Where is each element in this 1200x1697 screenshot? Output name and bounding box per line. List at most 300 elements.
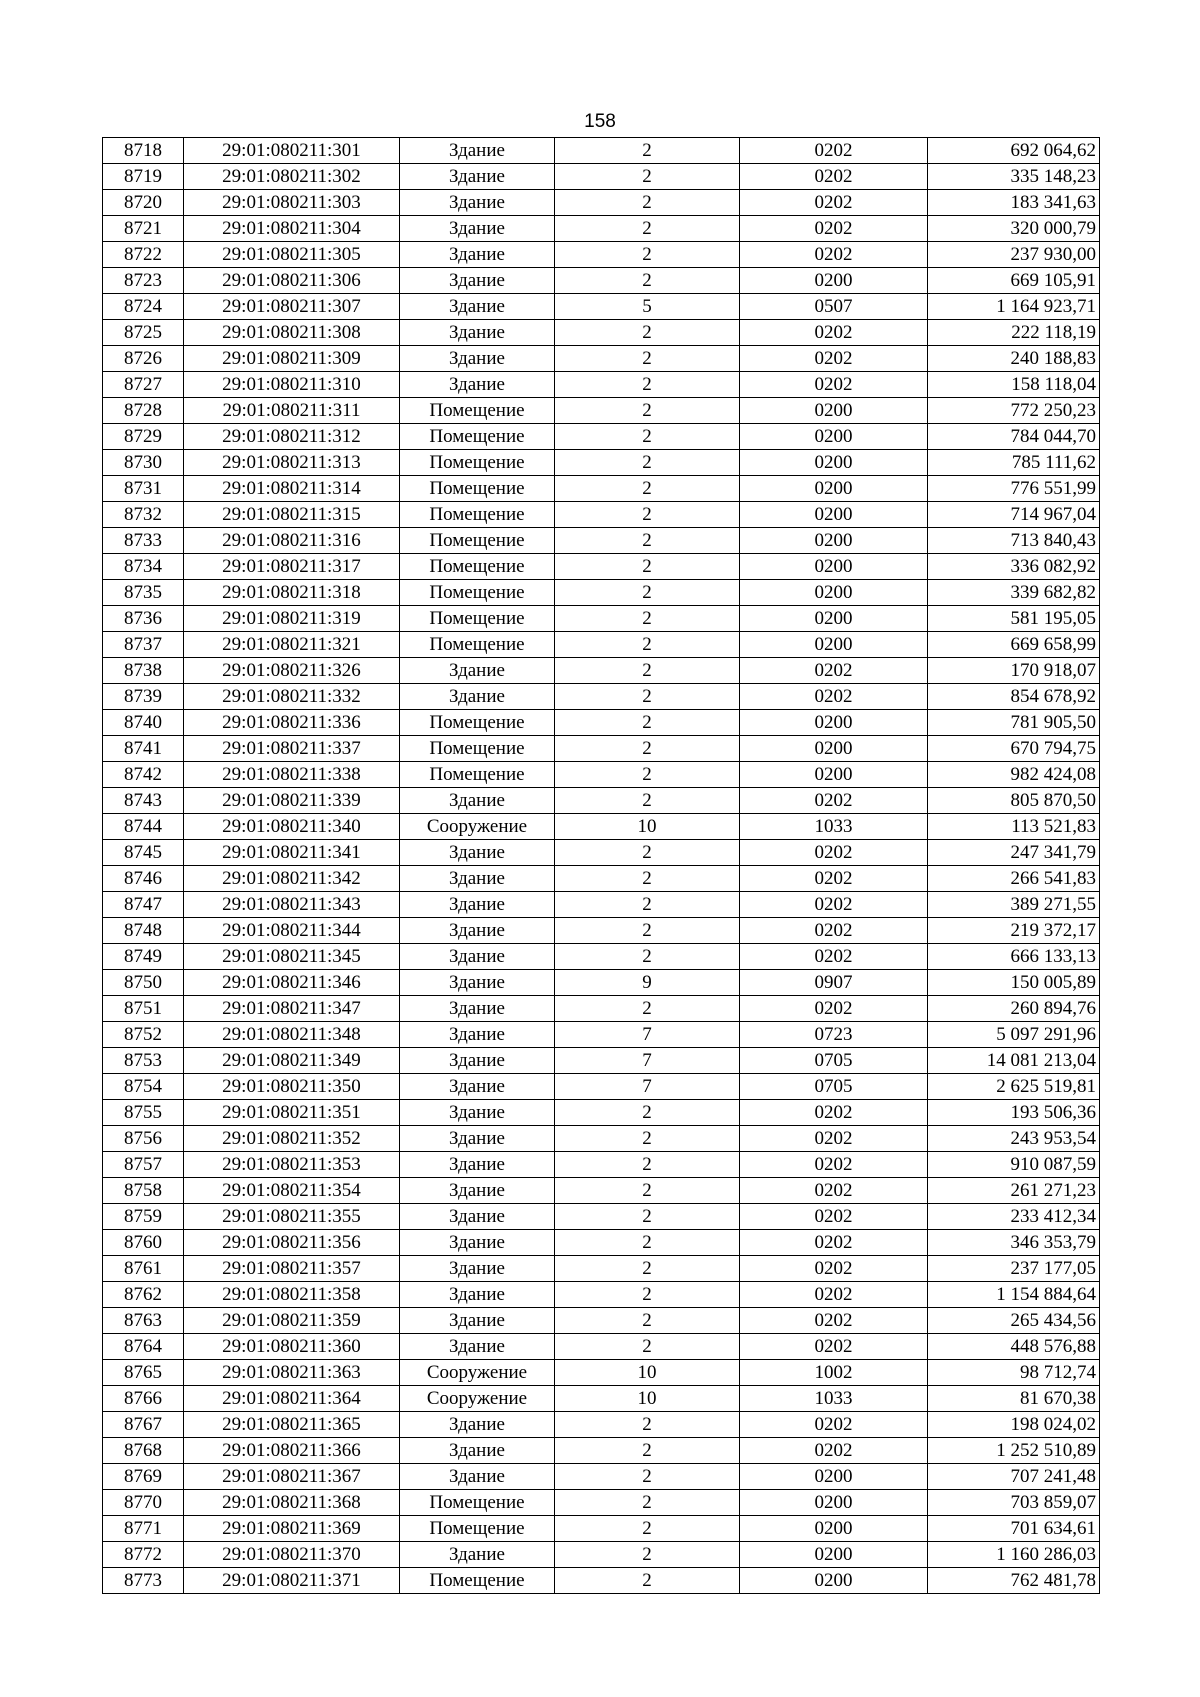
table-row <box>103 1386 1100 1412</box>
group-cell: 2 <box>555 164 740 190</box>
table-row <box>103 294 1100 320</box>
group-cell: 2 <box>555 346 740 372</box>
row-number-cell: 8763 <box>103 1308 184 1334</box>
cadastral-number-cell: 29:01:080211:358 <box>184 1282 400 1308</box>
table-row <box>103 1412 1100 1438</box>
object-type-cell: Здание <box>400 164 555 190</box>
group-cell: 2 <box>555 1542 740 1568</box>
cadastral-value-cell: 669 105,91 <box>928 268 1100 294</box>
table-row <box>103 970 1100 996</box>
group-cell: 2 <box>555 450 740 476</box>
table-row <box>103 502 1100 528</box>
group-cell: 2 <box>555 216 740 242</box>
code-cell: 0200 <box>740 424 928 450</box>
cadastral-number-cell: 29:01:080211:343 <box>184 892 400 918</box>
cadastral-value-cell: 237 177,05 <box>928 1256 1100 1282</box>
row-number-cell: 8755 <box>103 1100 184 1126</box>
row-number-cell: 8746 <box>103 866 184 892</box>
code-cell: 0200 <box>740 476 928 502</box>
group-cell: 2 <box>555 476 740 502</box>
cadastral-number-cell: 29:01:080211:310 <box>184 372 400 398</box>
row-number-cell: 8770 <box>103 1490 184 1516</box>
object-type-cell: Здание <box>400 138 555 164</box>
table-row <box>103 1074 1100 1100</box>
group-cell: 2 <box>555 736 740 762</box>
row-number-cell: 8751 <box>103 996 184 1022</box>
cadastral-number-cell: 29:01:080211:370 <box>184 1542 400 1568</box>
code-cell: 0202 <box>740 346 928 372</box>
cadastral-value-cell: 237 930,00 <box>928 242 1100 268</box>
code-cell: 0202 <box>740 788 928 814</box>
cadastral-number-cell: 29:01:080211:316 <box>184 528 400 554</box>
object-type-cell: Здание <box>400 294 555 320</box>
cadastral-value-cell: 910 087,59 <box>928 1152 1100 1178</box>
group-cell: 2 <box>555 1568 740 1594</box>
table-row <box>103 684 1100 710</box>
object-type-cell: Здание <box>400 242 555 268</box>
code-cell: 0200 <box>740 1490 928 1516</box>
object-type-cell: Здание <box>400 1438 555 1464</box>
code-cell: 0200 <box>740 450 928 476</box>
cadastral-value-cell: 320 000,79 <box>928 216 1100 242</box>
object-type-cell: Здание <box>400 918 555 944</box>
object-type-cell: Здание <box>400 320 555 346</box>
cadastral-value-cell: 581 195,05 <box>928 606 1100 632</box>
cadastral-value-cell: 713 840,43 <box>928 528 1100 554</box>
group-cell: 7 <box>555 1048 740 1074</box>
group-cell: 2 <box>555 1178 740 1204</box>
row-number-cell: 8736 <box>103 606 184 632</box>
cadastral-number-cell: 29:01:080211:354 <box>184 1178 400 1204</box>
cadastral-number-cell: 29:01:080211:309 <box>184 346 400 372</box>
object-type-cell: Здание <box>400 1100 555 1126</box>
group-cell: 2 <box>555 1412 740 1438</box>
cadastral-value-cell: 781 905,50 <box>928 710 1100 736</box>
code-cell: 0705 <box>740 1048 928 1074</box>
table-row <box>103 1490 1100 1516</box>
cadastral-value-cell: 2 625 519,81 <box>928 1074 1100 1100</box>
group-cell: 2 <box>555 1152 740 1178</box>
cadastral-value-cell: 339 682,82 <box>928 580 1100 606</box>
table-row <box>103 840 1100 866</box>
row-number-cell: 8749 <box>103 944 184 970</box>
cadastral-number-cell: 29:01:080211:349 <box>184 1048 400 1074</box>
row-number-cell: 8737 <box>103 632 184 658</box>
table-row <box>103 892 1100 918</box>
group-cell: 2 <box>555 1256 740 1282</box>
group-cell: 2 <box>555 320 740 346</box>
cadastral-number-cell: 29:01:080211:364 <box>184 1386 400 1412</box>
row-number-cell: 8723 <box>103 268 184 294</box>
cadastral-number-cell: 29:01:080211:371 <box>184 1568 400 1594</box>
object-type-cell: Помещение <box>400 528 555 554</box>
registry-table <box>102 137 1100 1594</box>
cadastral-number-cell: 29:01:080211:307 <box>184 294 400 320</box>
row-number-cell: 8747 <box>103 892 184 918</box>
cadastral-number-cell: 29:01:080211:347 <box>184 996 400 1022</box>
row-number-cell: 8743 <box>103 788 184 814</box>
code-cell: 0202 <box>740 658 928 684</box>
row-number-cell: 8742 <box>103 762 184 788</box>
table-row <box>103 268 1100 294</box>
row-number-cell: 8758 <box>103 1178 184 1204</box>
row-number-cell: 8731 <box>103 476 184 502</box>
cadastral-number-cell: 29:01:080211:319 <box>184 606 400 632</box>
object-type-cell: Помещение <box>400 1490 555 1516</box>
object-type-cell: Здание <box>400 1074 555 1100</box>
cadastral-number-cell: 29:01:080211:363 <box>184 1360 400 1386</box>
code-cell: 0200 <box>740 268 928 294</box>
code-cell: 0202 <box>740 1308 928 1334</box>
object-type-cell: Помещение <box>400 1516 555 1542</box>
table-row <box>103 1178 1100 1204</box>
object-type-cell: Помещение <box>400 1568 555 1594</box>
row-number-cell: 8771 <box>103 1516 184 1542</box>
group-cell: 2 <box>555 632 740 658</box>
code-cell: 0202 <box>740 138 928 164</box>
code-cell: 0907 <box>740 970 928 996</box>
table-row <box>103 1308 1100 1334</box>
code-cell: 0202 <box>740 372 928 398</box>
row-number-cell: 8720 <box>103 190 184 216</box>
cadastral-number-cell: 29:01:080211:366 <box>184 1438 400 1464</box>
row-number-cell: 8721 <box>103 216 184 242</box>
group-cell: 10 <box>555 814 740 840</box>
object-type-cell: Здание <box>400 944 555 970</box>
cadastral-value-cell: 692 064,62 <box>928 138 1100 164</box>
object-type-cell: Помещение <box>400 762 555 788</box>
table-row <box>103 944 1100 970</box>
cadastral-value-cell: 785 111,62 <box>928 450 1100 476</box>
code-cell: 0723 <box>740 1022 928 1048</box>
code-cell: 0202 <box>740 190 928 216</box>
group-cell: 2 <box>555 996 740 1022</box>
object-type-cell: Здание <box>400 788 555 814</box>
row-number-cell: 8724 <box>103 294 184 320</box>
group-cell: 2 <box>555 1204 740 1230</box>
group-cell: 2 <box>555 840 740 866</box>
object-type-cell: Помещение <box>400 554 555 580</box>
group-cell: 2 <box>555 1516 740 1542</box>
cadastral-value-cell: 772 250,23 <box>928 398 1100 424</box>
object-type-cell: Здание <box>400 372 555 398</box>
cadastral-value-cell: 389 271,55 <box>928 892 1100 918</box>
cadastral-value-cell: 247 341,79 <box>928 840 1100 866</box>
object-type-cell: Здание <box>400 866 555 892</box>
cadastral-value-cell: 669 658,99 <box>928 632 1100 658</box>
cadastral-value-cell: 1 154 884,64 <box>928 1282 1100 1308</box>
cadastral-value-cell: 714 967,04 <box>928 502 1100 528</box>
code-cell: 0200 <box>740 554 928 580</box>
table-row <box>103 476 1100 502</box>
cadastral-number-cell: 29:01:080211:340 <box>184 814 400 840</box>
code-cell: 0202 <box>740 996 928 1022</box>
cadastral-number-cell: 29:01:080211:359 <box>184 1308 400 1334</box>
cadastral-value-cell: 198 024,02 <box>928 1412 1100 1438</box>
table-row <box>103 1334 1100 1360</box>
row-number-cell: 8745 <box>103 840 184 866</box>
object-type-cell: Здание <box>400 1126 555 1152</box>
cadastral-number-cell: 29:01:080211:337 <box>184 736 400 762</box>
row-number-cell: 8729 <box>103 424 184 450</box>
object-type-cell: Здание <box>400 1048 555 1074</box>
object-type-cell: Сооружение <box>400 1386 555 1412</box>
group-cell: 2 <box>555 1100 740 1126</box>
table-row <box>103 1360 1100 1386</box>
row-number-cell: 8733 <box>103 528 184 554</box>
code-cell: 0200 <box>740 1542 928 1568</box>
table-row <box>103 216 1100 242</box>
cadastral-value-cell: 170 918,07 <box>928 658 1100 684</box>
cadastral-number-cell: 29:01:080211:301 <box>184 138 400 164</box>
cadastral-value-cell: 243 953,54 <box>928 1126 1100 1152</box>
group-cell: 10 <box>555 1386 740 1412</box>
code-cell: 0200 <box>740 1568 928 1594</box>
cadastral-value-cell: 982 424,08 <box>928 762 1100 788</box>
group-cell: 2 <box>555 1490 740 1516</box>
table-row <box>103 762 1100 788</box>
object-type-cell: Здание <box>400 892 555 918</box>
cadastral-value-cell: 670 794,75 <box>928 736 1100 762</box>
row-number-cell: 8762 <box>103 1282 184 1308</box>
row-number-cell: 8756 <box>103 1126 184 1152</box>
group-cell: 2 <box>555 684 740 710</box>
object-type-cell: Сооружение <box>400 814 555 840</box>
cadastral-value-cell: 784 044,70 <box>928 424 1100 450</box>
code-cell: 0202 <box>740 1412 928 1438</box>
cadastral-value-cell: 346 353,79 <box>928 1230 1100 1256</box>
code-cell: 0202 <box>740 944 928 970</box>
cadastral-number-cell: 29:01:080211:304 <box>184 216 400 242</box>
cadastral-number-cell: 29:01:080211:357 <box>184 1256 400 1282</box>
code-cell: 0202 <box>740 1334 928 1360</box>
code-cell: 0202 <box>740 216 928 242</box>
object-type-cell: Помещение <box>400 606 555 632</box>
table-row <box>103 1542 1100 1568</box>
row-number-cell: 8769 <box>103 1464 184 1490</box>
cadastral-number-cell: 29:01:080211:346 <box>184 970 400 996</box>
object-type-cell: Помещение <box>400 398 555 424</box>
group-cell: 7 <box>555 1022 740 1048</box>
code-cell: 0202 <box>740 1178 928 1204</box>
code-cell: 0705 <box>740 1074 928 1100</box>
row-number-cell: 8766 <box>103 1386 184 1412</box>
code-cell: 0202 <box>740 892 928 918</box>
row-number-cell: 8750 <box>103 970 184 996</box>
group-cell: 2 <box>555 1334 740 1360</box>
table-row <box>103 918 1100 944</box>
group-cell: 2 <box>555 606 740 632</box>
table-row <box>103 1204 1100 1230</box>
table-row <box>103 1256 1100 1282</box>
code-cell: 0200 <box>740 502 928 528</box>
table-row <box>103 658 1100 684</box>
cadastral-number-cell: 29:01:080211:342 <box>184 866 400 892</box>
table-row <box>103 1230 1100 1256</box>
group-cell: 2 <box>555 372 740 398</box>
cadastral-value-cell: 261 271,23 <box>928 1178 1100 1204</box>
group-cell: 2 <box>555 1282 740 1308</box>
cadastral-number-cell: 29:01:080211:338 <box>184 762 400 788</box>
row-number-cell: 8761 <box>103 1256 184 1282</box>
table-row <box>103 1126 1100 1152</box>
cadastral-number-cell: 29:01:080211:356 <box>184 1230 400 1256</box>
cadastral-number-cell: 29:01:080211:332 <box>184 684 400 710</box>
object-type-cell: Здание <box>400 1464 555 1490</box>
object-type-cell: Здание <box>400 684 555 710</box>
row-number-cell: 8735 <box>103 580 184 606</box>
cadastral-number-cell: 29:01:080211:302 <box>184 164 400 190</box>
table-row <box>103 190 1100 216</box>
cadastral-value-cell: 98 712,74 <box>928 1360 1100 1386</box>
group-cell: 2 <box>555 554 740 580</box>
row-number-cell: 8730 <box>103 450 184 476</box>
table-row <box>103 866 1100 892</box>
cadastral-number-cell: 29:01:080211:353 <box>184 1152 400 1178</box>
row-number-cell: 8727 <box>103 372 184 398</box>
table-row <box>103 580 1100 606</box>
group-cell: 2 <box>555 580 740 606</box>
cadastral-number-cell: 29:01:080211:315 <box>184 502 400 528</box>
row-number-cell: 8718 <box>103 138 184 164</box>
row-number-cell: 8741 <box>103 736 184 762</box>
group-cell: 2 <box>555 762 740 788</box>
cadastral-number-cell: 29:01:080211:355 <box>184 1204 400 1230</box>
row-number-cell: 8767 <box>103 1412 184 1438</box>
code-cell: 0202 <box>740 320 928 346</box>
object-type-cell: Здание <box>400 268 555 294</box>
cadastral-number-cell: 29:01:080211:352 <box>184 1126 400 1152</box>
code-cell: 0200 <box>740 528 928 554</box>
group-cell: 2 <box>555 190 740 216</box>
cadastral-value-cell: 240 188,83 <box>928 346 1100 372</box>
group-cell: 2 <box>555 398 740 424</box>
code-cell: 0202 <box>740 684 928 710</box>
object-type-cell: Здание <box>400 996 555 1022</box>
object-type-cell: Здание <box>400 1256 555 1282</box>
group-cell: 2 <box>555 528 740 554</box>
table-row <box>103 1022 1100 1048</box>
cadastral-number-cell: 29:01:080211:339 <box>184 788 400 814</box>
cadastral-value-cell: 1 160 286,03 <box>928 1542 1100 1568</box>
object-type-cell: Здание <box>400 190 555 216</box>
group-cell: 7 <box>555 1074 740 1100</box>
group-cell: 2 <box>555 710 740 736</box>
group-cell: 2 <box>555 268 740 294</box>
cadastral-number-cell: 29:01:080211:321 <box>184 632 400 658</box>
cadastral-number-cell: 29:01:080211:369 <box>184 1516 400 1542</box>
code-cell: 0202 <box>740 242 928 268</box>
table-row <box>103 1048 1100 1074</box>
table-row <box>103 1100 1100 1126</box>
table-row <box>103 164 1100 190</box>
cadastral-value-cell: 703 859,07 <box>928 1490 1100 1516</box>
table-row <box>103 788 1100 814</box>
row-number-cell: 8744 <box>103 814 184 840</box>
group-cell: 2 <box>555 892 740 918</box>
cadastral-value-cell: 219 372,17 <box>928 918 1100 944</box>
object-type-cell: Здание <box>400 658 555 684</box>
object-type-cell: Здание <box>400 1152 555 1178</box>
row-number-cell: 8754 <box>103 1074 184 1100</box>
object-type-cell: Здание <box>400 1204 555 1230</box>
page-number: 158 <box>584 111 616 132</box>
group-cell: 2 <box>555 424 740 450</box>
cadastral-number-cell: 29:01:080211:311 <box>184 398 400 424</box>
row-number-cell: 8765 <box>103 1360 184 1386</box>
code-cell: 0200 <box>740 580 928 606</box>
cadastral-value-cell: 266 541,83 <box>928 866 1100 892</box>
table-row <box>103 398 1100 424</box>
row-number-cell: 8722 <box>103 242 184 268</box>
code-cell: 0202 <box>740 1152 928 1178</box>
cadastral-value-cell: 265 434,56 <box>928 1308 1100 1334</box>
object-type-cell: Здание <box>400 1178 555 1204</box>
object-type-cell: Помещение <box>400 476 555 502</box>
object-type-cell: Помещение <box>400 580 555 606</box>
table-row <box>103 138 1100 164</box>
cadastral-number-cell: 29:01:080211:312 <box>184 424 400 450</box>
table-row <box>103 424 1100 450</box>
table-row <box>103 242 1100 268</box>
object-type-cell: Здание <box>400 346 555 372</box>
cadastral-number-cell: 29:01:080211:326 <box>184 658 400 684</box>
object-type-cell: Здание <box>400 840 555 866</box>
row-number-cell: 8725 <box>103 320 184 346</box>
cadastral-value-cell: 222 118,19 <box>928 320 1100 346</box>
row-number-cell: 8719 <box>103 164 184 190</box>
cadastral-value-cell: 707 241,48 <box>928 1464 1100 1490</box>
group-cell: 5 <box>555 294 740 320</box>
group-cell: 9 <box>555 970 740 996</box>
code-cell: 0202 <box>740 866 928 892</box>
code-cell: 0202 <box>740 164 928 190</box>
table-row <box>103 1438 1100 1464</box>
cadastral-number-cell: 29:01:080211:306 <box>184 268 400 294</box>
cadastral-value-cell: 335 148,23 <box>928 164 1100 190</box>
cadastral-value-cell: 14 081 213,04 <box>928 1048 1100 1074</box>
code-cell: 0202 <box>740 840 928 866</box>
table-row <box>103 996 1100 1022</box>
object-type-cell: Помещение <box>400 710 555 736</box>
table-row <box>103 372 1100 398</box>
code-cell: 0202 <box>740 1438 928 1464</box>
cadastral-number-cell: 29:01:080211:336 <box>184 710 400 736</box>
cadastral-value-cell: 701 634,61 <box>928 1516 1100 1542</box>
code-cell: 0200 <box>740 632 928 658</box>
cadastral-number-cell: 29:01:080211:314 <box>184 476 400 502</box>
code-cell: 1033 <box>740 814 928 840</box>
cadastral-number-cell: 29:01:080211:351 <box>184 1100 400 1126</box>
row-number-cell: 8740 <box>103 710 184 736</box>
cadastral-value-cell: 183 341,63 <box>928 190 1100 216</box>
cadastral-value-cell: 336 082,92 <box>928 554 1100 580</box>
table-row <box>103 554 1100 580</box>
group-cell: 2 <box>555 944 740 970</box>
cadastral-value-cell: 854 678,92 <box>928 684 1100 710</box>
cadastral-value-cell: 158 118,04 <box>928 372 1100 398</box>
registry-table-body <box>103 138 1100 1594</box>
cadastral-number-cell: 29:01:080211:344 <box>184 918 400 944</box>
code-cell: 0200 <box>740 736 928 762</box>
object-type-cell: Помещение <box>400 450 555 476</box>
object-type-cell: Помещение <box>400 424 555 450</box>
table-row <box>103 450 1100 476</box>
row-number-cell: 8738 <box>103 658 184 684</box>
table-row <box>103 346 1100 372</box>
row-number-cell: 8753 <box>103 1048 184 1074</box>
cadastral-value-cell: 448 576,88 <box>928 1334 1100 1360</box>
